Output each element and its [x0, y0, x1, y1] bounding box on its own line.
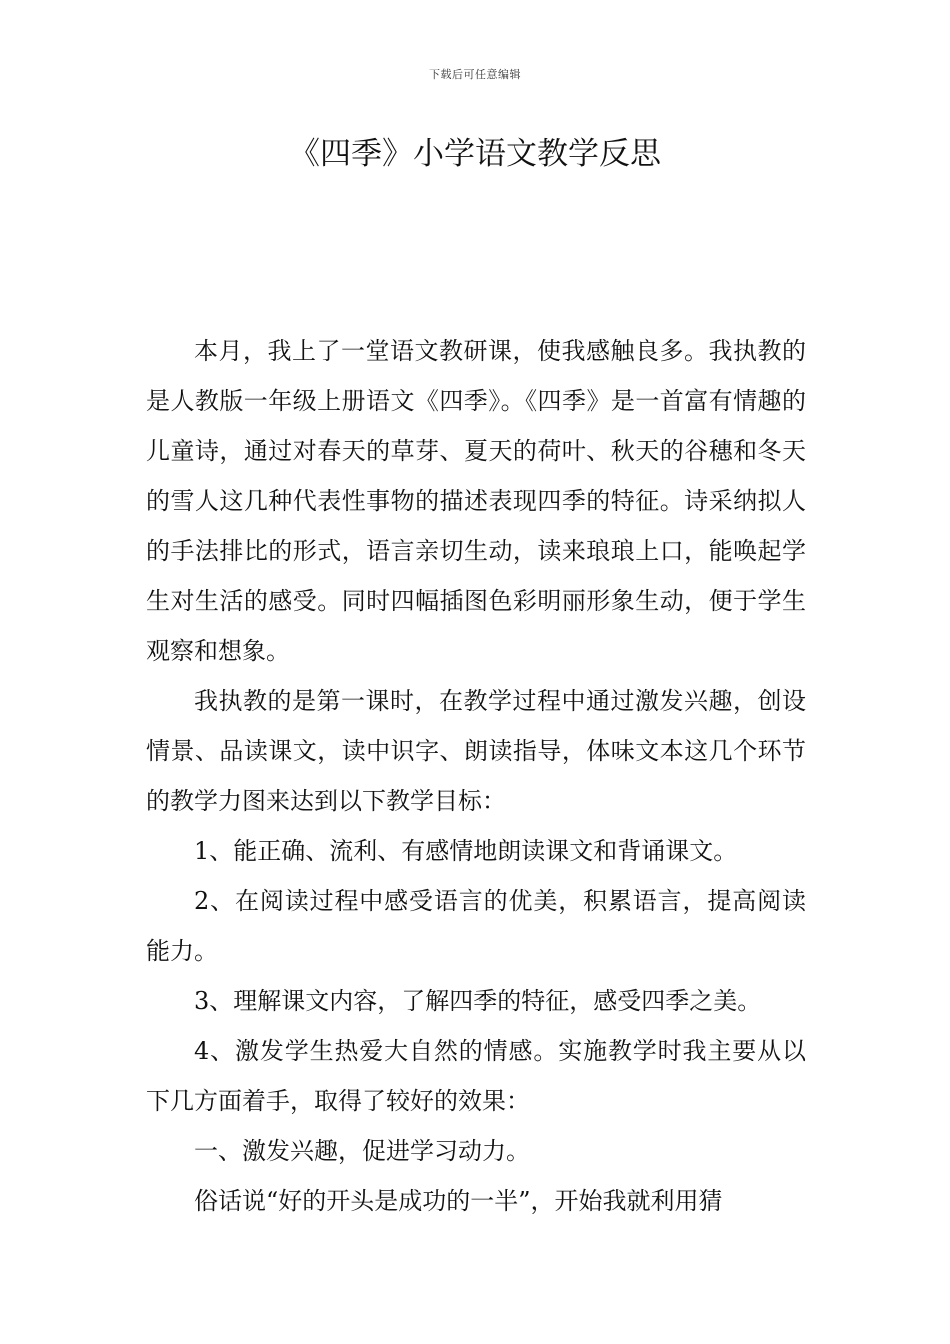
- paragraph: 一、激发兴趣，促进学习动力。: [194, 1137, 530, 1165]
- paragraph: 本月，我上了一堂语文教研课，使我感触良多。我执教的是人教版一年级上册语文《四季》。《四季》是一首富有情趣的儿童诗，通过对春天的草芽、夏天的荷叶、秋天的谷穗和冬天的雪人这几种代表性事物的描述表现四季的特征。诗采纳拟人的手法排比的形式，语言亲切生动，读来琅琅上口，能唤起学生对生活的感受。同时四幅插图色彩明丽形象生动，便于学生观察和想象。: [146, 337, 806, 665]
- paragraph: 3、理解课文内容，了解四季的特征，感受四季之美。: [194, 987, 762, 1015]
- header-note: 下载后可任意编辑: [429, 68, 521, 81]
- document-title: 《四季》小学语文教学反思: [289, 136, 661, 172]
- paragraph: 俗话说“好的开头是成功的一半”，开始我就利用猜: [194, 1187, 723, 1215]
- paragraph: 我执教的是第一课时，在教学过程中通过激发兴趣，创设情景、品读课文，读中识字、朗读指导，体味文本这几个环节的教学力图来达到以下教学目标：: [146, 687, 806, 815]
- paragraph: 4、激发学生热爱大自然的情感。实施教学时我主要从以下几方面着手，取得了较好的效果：: [146, 1037, 806, 1115]
- paragraph: 2、在阅读过程中感受语言的优美，积累语言，提高阅读能力。: [146, 887, 806, 965]
- paragraph: 1、能正确、流利、有感情地朗读课文和背诵课文。: [194, 837, 738, 865]
- document-body: [146, 326, 806, 1226]
